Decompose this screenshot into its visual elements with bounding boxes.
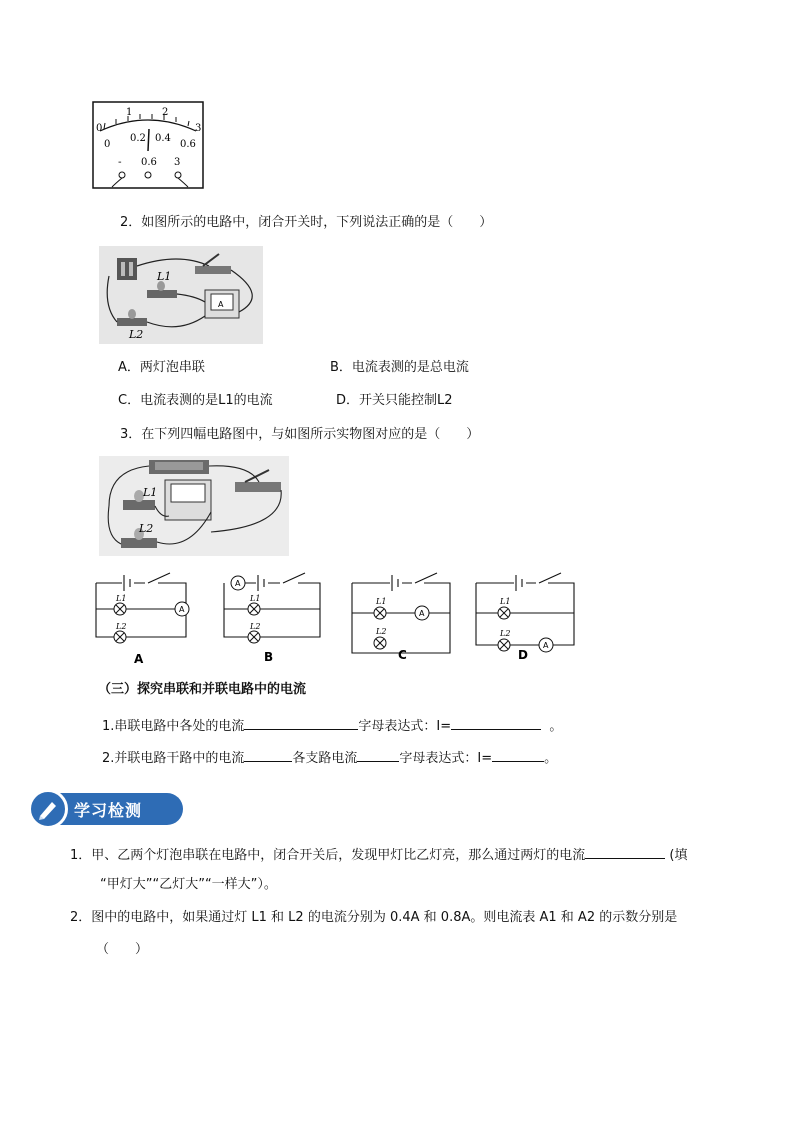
s3-l1-c: 。 [549,719,563,734]
lamp-label-b-l2: L2 [250,622,261,631]
check-q2-paren: （ ） [96,942,149,957]
s3-l2-a: 2.并联电路干路中的电流 [102,751,245,766]
blank-5 [492,748,544,762]
lamp-label-c-l2: L2 [376,627,387,636]
lamp-label-a-l2: L2 [116,622,127,631]
s3-l1-a: 1.串联电路中各处的电流 [102,719,245,734]
meter-tick-1: 1 [126,107,133,118]
s3-l1-b: 字母表达式：I= [358,719,452,734]
check-q1 [70,845,688,864]
diagram-a [96,573,186,637]
q2-photo-l1: L1 [157,270,172,283]
ammeter-label-d: A [543,641,549,650]
s3-l2-d: 。 [544,751,558,766]
meter-sub-1: 0.2 [130,133,146,144]
circuit-diagrams [90,565,590,670]
lamp-label-c-l1: L1 [376,597,387,606]
check-q1-cont: “甲灯大”“乙灯大”“一样大”）。 [100,877,277,892]
section3-title: （三）探究串联和并联电路中的电流 [98,682,307,697]
blank-4 [357,748,399,762]
q2-option-c: C．电流表测的是L1的电流 [118,393,273,408]
badge-label: 学习检测 [74,801,143,820]
q2-photo-l2: L2 [129,328,144,341]
blank-1 [244,716,358,730]
lamp-label-b-l1: L1 [250,594,261,603]
lamp-label-d-l2: L2 [500,629,511,638]
check-q2: 2．图中的电路中，如果通过灯 L1 和 L2 的电流分别为 0.4A 和 0.8A。则电流表 A1 和 A2 的示数分别是 [70,910,678,925]
section3-line1 [102,716,562,735]
q3-circuit-photo [99,456,289,556]
q3-photo-l1: L1 [143,486,158,499]
meter-term-3: 3 [174,157,181,168]
diagram-label-d: D [518,648,528,662]
meter-tick-2: 2 [162,107,169,118]
diagram-d [476,573,574,645]
q2-option-a: A．两灯泡串联 [118,360,205,375]
section3-line2 [102,748,557,767]
q3-photo-l2: L2 [139,522,154,535]
diagram-label-c: C [398,648,407,662]
q2-option-d: D．开关只能控制L2 [336,393,453,408]
check-q1-a: 1．甲、乙两个灯泡串联在电路中，闭合开关后，发现甲灯比乙灯亮，那么通过两灯的电流 [70,848,586,863]
q2-photo-meter: A [218,300,224,309]
q2-stem: 2．如图所示的电路中，闭合开关时，下列说法正确的是（ ） [120,215,493,230]
blank-2 [451,716,541,730]
ammeter-label-b: A [235,579,241,588]
meter-tick-0: 0 [96,123,103,134]
q2-circuit-photo [99,246,263,344]
ammeter-dial-figure [92,101,204,189]
meter-sub-3: 0.6 [180,139,196,150]
diagram-c [352,573,450,653]
check-q1-fill: (填 [669,848,688,863]
q3-stem: 3．在下列四幅电路图中，与如图所示实物图对应的是（ ） [120,427,480,442]
section-badge [28,789,183,829]
meter-sub-2: 0.4 [155,133,171,144]
meter-term-minus: - [118,157,122,168]
blank-3 [244,748,292,762]
meter-term-06: 0.6 [141,157,157,168]
blank-6 [585,845,665,859]
pencil-icon [28,789,68,829]
diagram-label-b: B [264,650,274,664]
ammeter-label-a: A [179,605,185,614]
q2-option-b: B．电流表测的是总电流 [330,360,469,375]
meter-tick-3: 3 [195,123,202,134]
s3-l2-b: 各支路电流 [292,751,358,766]
lamp-label-a-l1: L1 [116,594,127,603]
meter-sub-0: 0 [104,139,111,150]
lamp-label-d-l1: L1 [500,597,511,606]
diagram-label-a: A [134,652,144,666]
s3-l2-c: 字母表达式：I= [399,751,493,766]
ammeter-label-c: A [419,609,425,618]
